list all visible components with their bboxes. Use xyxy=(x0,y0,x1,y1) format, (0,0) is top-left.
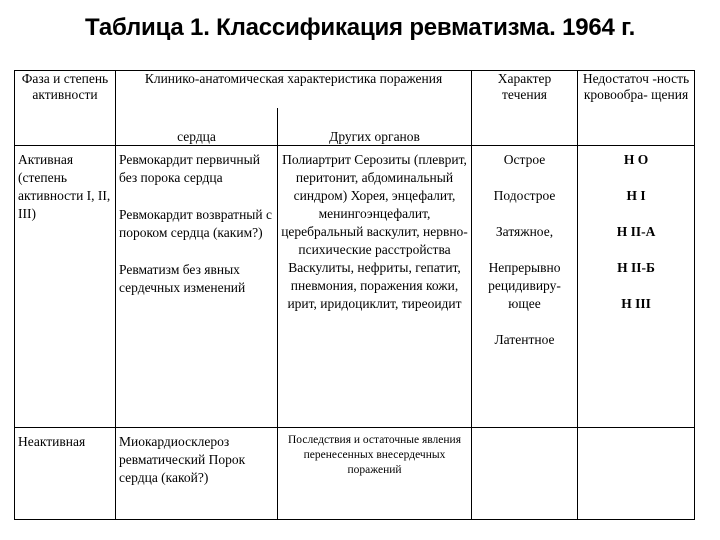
insufficiency-item: Н II-А xyxy=(616,224,656,239)
inactive-other-organs-text: Последствия и остаточные явления перенесенных внесердечных поражений xyxy=(288,434,461,476)
row-inactive xyxy=(15,428,695,520)
active-insufficiency-cell xyxy=(578,146,695,428)
header-course-label: Характер течения xyxy=(497,71,552,102)
insufficiency-item: Н III xyxy=(621,296,651,311)
active-phase-cell xyxy=(15,146,116,428)
heart-item: Ревмокардит первичный без порока сердца xyxy=(119,152,260,185)
header-row-top xyxy=(15,71,695,109)
course-item: Непрерывно рецидивиру- ющее xyxy=(488,260,561,311)
active-heart-cell xyxy=(116,146,278,428)
inactive-phase-label: Неактивная xyxy=(18,434,86,449)
course-item: Латентное xyxy=(494,332,555,347)
header-phase xyxy=(15,71,116,146)
header-clinical-label: Клинико-анатомическая характеристика поражения xyxy=(144,71,443,86)
inactive-heart-cell xyxy=(116,428,278,520)
active-other-organs-cell xyxy=(278,146,472,428)
other-organs-list: Полиартрит Серозиты (плеврит, перитонит, абдоминальный синдром) Хорея, энцефалит, менингоэнцефалит, церебральный васкулит, нервно-психические расстройства Васкулиты, нефриты, гепатит, пневмония, поражения кожи, ирит, иридоциклит, тиреоидит xyxy=(281,152,468,311)
header-other-organs xyxy=(278,108,472,146)
header-insufficiency-label: Недостаточ -ность кровообра- щения xyxy=(582,71,690,102)
insufficiency-item: Н О xyxy=(623,152,649,167)
course-item: Затяжное, xyxy=(495,224,554,239)
course-item: Подострое xyxy=(493,188,556,203)
heart-item: Ревматизм без явных сердечных изменений xyxy=(119,262,246,295)
header-heart-label: сердца xyxy=(177,129,216,144)
active-course-cell xyxy=(472,146,578,428)
row-active xyxy=(15,146,695,428)
inactive-other-organs-cell xyxy=(278,428,472,520)
inactive-heart-text: Миокардиосклероз ревматический Порок сердца (какой?) xyxy=(119,434,246,485)
inactive-phase-cell xyxy=(15,428,116,520)
header-heart xyxy=(116,108,278,146)
insufficiency-item: Н II-Б xyxy=(617,260,655,275)
header-phase-label: Фаза и степень активности xyxy=(21,71,109,102)
heart-item: Ревмокардит возвратный с пороком сердца (каким?) xyxy=(119,207,272,240)
insufficiency-item: Н I xyxy=(626,188,646,203)
inactive-course-cell xyxy=(472,428,578,520)
header-other-organs-label: Других органов xyxy=(329,129,420,144)
header-insufficiency xyxy=(578,71,695,146)
active-phase-label: Активная (степень активности I, II, III) xyxy=(18,152,111,221)
course-item: Острое xyxy=(503,152,546,167)
inactive-insufficiency-cell xyxy=(578,428,695,520)
rheumatism-classification-table xyxy=(14,70,695,520)
header-course xyxy=(472,71,578,146)
header-clinical xyxy=(116,71,472,109)
slide-title: Таблица 1. Классификация ревматизма. 1964 г. xyxy=(84,14,636,41)
